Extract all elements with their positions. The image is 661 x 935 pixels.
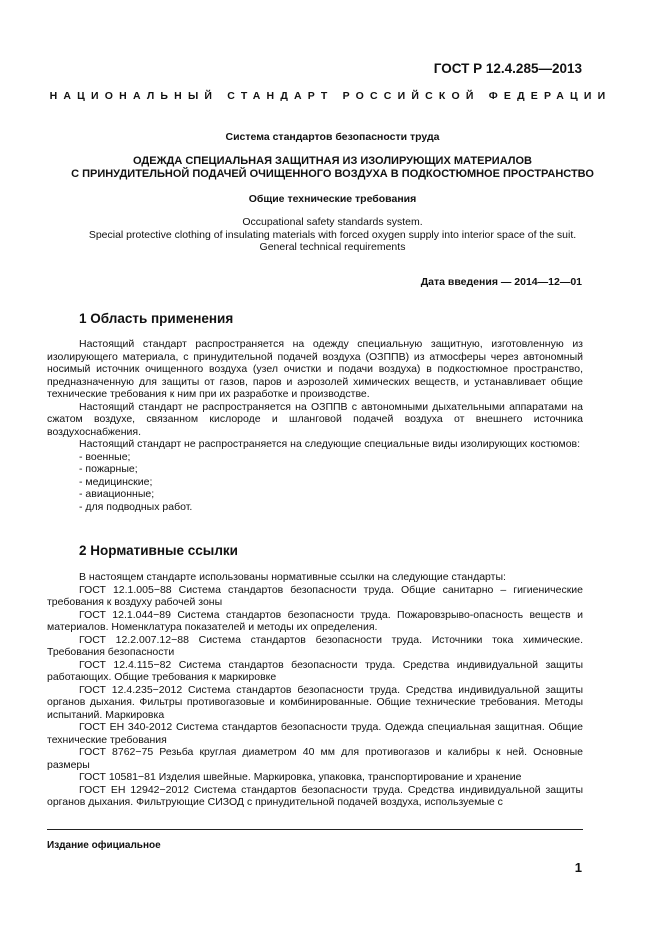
list-item: - для подводных работ.: [79, 500, 193, 513]
standards-series: Система стандартов безопасности труда: [225, 131, 440, 143]
page-number: 1: [574, 860, 582, 875]
reference-item: ГОСТ 8762−75 Резьба круглая диаметром 40 мм для противогазов и калибры к ней. Основные размеры: [47, 746, 583, 771]
document-title: [40, 155, 625, 181]
reference-item: ГОСТ ЕН 12942−2012 Система стандартов безопасности труда. Средства индивидуальной защиты органов дыхания. Фильтрующие СИЗОД с принудительной подачей воздуха, используемые с: [47, 783, 583, 808]
list-item: - авиационные;: [79, 488, 155, 500]
section-2-body: [47, 571, 583, 809]
introduction-date: Дата введения — 2014—12—01: [420, 276, 582, 288]
title-line: ОДЕЖДА СПЕЦИАЛЬНАЯ ЗАЩИТНАЯ ИЗ ИЗОЛИРУЮЩИХ МАТЕРИАЛОВ: [132, 155, 533, 167]
footer-divider: [47, 829, 583, 830]
reference-item: ГОСТ 12.1.044−89 Система стандартов безопасности труда. Пожаровзрыво-опасность веществ и материалов. Номенклатура показателей и методы их определения.: [47, 608, 583, 633]
list-item: - пожарные;: [79, 463, 138, 475]
paragraph: Настоящий стандарт не распространяется на следующие специальные виды изолирующих костюмов:: [79, 438, 581, 450]
reference-item: ГОСТ 12.1.005−88 Система стандартов безопасности труда. Общие санитарно – гигиенические требования к воздуху рабочей зоны: [47, 583, 583, 608]
english-title-line: Special protective clothing of insulating materials with forced oxygen supply into interior space of the suit.: [88, 228, 577, 241]
reference-item: ГОСТ 10581−81 Изделия швейные. Маркировка, упаковка, транспортирование и хранение: [79, 771, 522, 783]
section-1-heading: 1 Область применения: [79, 311, 234, 326]
english-title-line: Occupational safety standards system.: [242, 216, 423, 228]
document-subtitle: Общие технические требования: [248, 193, 417, 205]
section-2-heading: 2 Нормативные ссылки: [79, 543, 238, 558]
english-title-line: General technical requirements: [259, 241, 406, 253]
edition-label: Издание официальное: [47, 840, 161, 851]
reference-item: ГОСТ 12.4.235−2012 Система стандартов безопасности труда. Средства индивидуальной защиты органов дыхания. Фильтры противогазовые и комбинированные. Общие технические требования. Методы испытаний. Маркировка: [47, 683, 583, 721]
list-item: - военные;: [79, 450, 131, 463]
standard-code: ГОСТ Р 12.4.285—2013: [433, 61, 582, 76]
section-1-body: [47, 338, 583, 513]
national-standard-heading: НАЦИОНАЛЬНЫЙ СТАНДАРТ РОССИЙСКОЙ ФЕДЕРАЦИИ: [49, 90, 612, 102]
reference-item: ГОСТ 12.2.007.12−88 Система стандартов безопасности труда. Источники тока химические. Требования безопасности: [47, 633, 583, 658]
list-item: - медицинские;: [79, 475, 153, 488]
english-title: [40, 216, 625, 254]
paragraph: Настоящий стандарт не распространяется на ОЗППВ с автономными дыхательными аппаратами на сжатом воздухе, связанном кислороде и шланговой подачей воздуха от внешнего источника воздухоснабжения.: [47, 400, 583, 438]
paragraph: В настоящем стандарте использованы нормативные ссылки на следующие стандарты:: [79, 571, 506, 583]
reference-item: ГОСТ ЕН 340-2012 Система стандартов безопасности труда. Одежда специальная защитная. Общие технические требования: [47, 721, 583, 746]
reference-item: ГОСТ 12.4.115−82 Система стандартов безопасности труда. Средства индивидуальной защиты работающих. Общие требования к маркировке: [47, 658, 583, 683]
title-line: С ПРИНУДИТЕЛЬНОЙ ПОДАЧЕЙ ОЧИЩЕННОГО ВОЗДУХА В ПОДКОСТЮМНОЕ ПРОСТРАНСТВО: [71, 168, 594, 180]
paragraph: Настоящий стандарт распространяется на одежду специальную защитную, изготовленную из изолирующего материала, с принудительной подачей воздуха (ОЗППВ) из атмосферы через автономный носимый источник очищенного воздуха (узел очистки и подачи воздуха) в подкостюмное пространство, предназначенную для защиты от газов, паров и аэрозолей химических веществ, и устанавливает общие технические требования к ним при их разработке и производстве.: [47, 338, 583, 400]
